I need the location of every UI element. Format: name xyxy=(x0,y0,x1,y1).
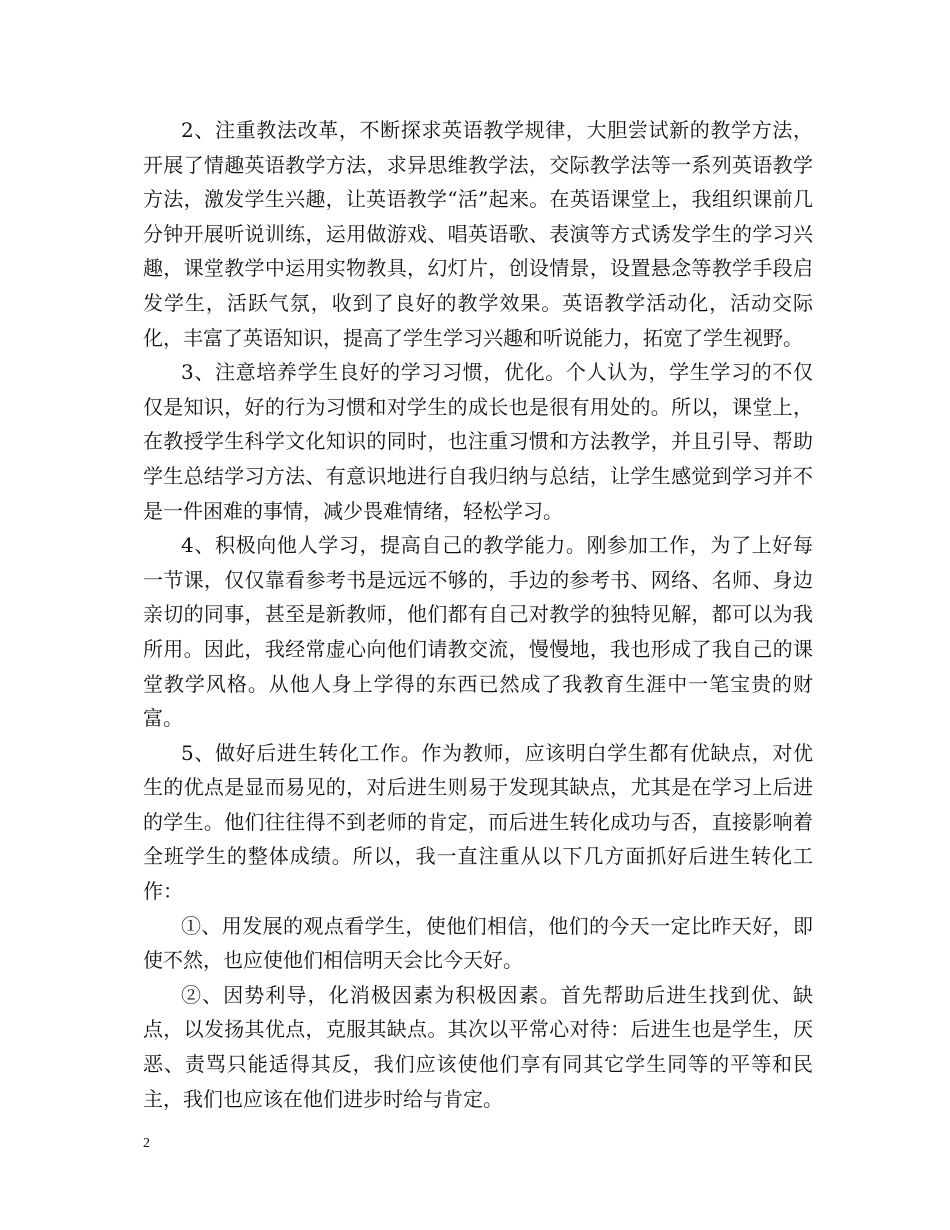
page-number: 2 xyxy=(143,1136,150,1151)
paragraph-positive-guidance: ②、因势利导，化消极因素为积极因素。首先帮助后进生找到优、缺点，以发扬其优点，克服其缺点。其次以平常心对待：后进生也是学生，厌恶、责骂只能适得其反，我们应该使他们享有同其它学生同等的平等和民主，我们也应该在他们进步时给与肯定。 xyxy=(143,982,813,1111)
paragraph-study-habits: 3、注意培养学生良好的学习习惯，优化。个人认为，学生学习的不仅仅是知识，好的行为习惯和对学生的成长也是很有用处的。所以，课堂上，在教授学生科学文化知识的同时，也注重习惯和方法教学，并且引导、帮助学生总结学习方法、有意识地进行自我归纳与总结，让学生感觉到学习并不是一件困难的事情，减少畏难情绪，轻松学习。 xyxy=(143,360,813,523)
paragraph-learn-from-others: 4、积极向他人学习，提高自己的教学能力。刚参加工作，为了上好每一节课，仅仅靠看参考书是远远不够的，手边的参考书、网络、名师、身边亲切的同事，甚至是新教师，他们都有自己对教学的独特见解，都可以为我所用。因此，我经常虚心向他们请教交流，慢慢地，我也形成了我自己的课堂教学风格。从他人身上学得的东西已然成了我教育生涯中一笔宝贵的财富。 xyxy=(143,533,813,731)
document-body xyxy=(143,113,813,1116)
paragraph-struggling-students: 5、做好后进生转化工作。作为教师，应该明白学生都有优缺点，对优生的优点是显而易见的，对后进生则易于发现其缺点，尤其是在学习上后进的学生。他们往往得不到老师的肯定，而后进生转化成功与否，直接影响着全班学生的整体成绩。所以，我一直注重从以下几方面抓好后进生转化工作： xyxy=(143,740,813,904)
paragraph-teaching-reform: 2、注重教法改革，不断探求英语教学规律，大胆尝试新的教学方法，开展了情趣英语教学方法，求异思维教学法，交际教学法等一系列英语教学方法，激发学生兴趣，让英语教学“活”起来。在英语课堂上，我组织课前几分钟开展听说训练，运用做游戏、唱英语歌、表演等方式诱发学生的学习兴趣，课堂教学中运用实物教具，幻灯片，创设情景，设置悬念等教学手段启发学生，活跃气氛，收到了良好的教学效果。英语教学活动化，活动交际化，丰富了英语知识，提高了学生学习兴趣和听说能力，拓宽了学生视野。 xyxy=(143,118,813,350)
paragraph-developmental-view: ①、用发展的观点看学生，使他们相信，他们的今天一定比昨天好，即使不然，也应使他们相信明天会比今天好。 xyxy=(143,913,813,973)
